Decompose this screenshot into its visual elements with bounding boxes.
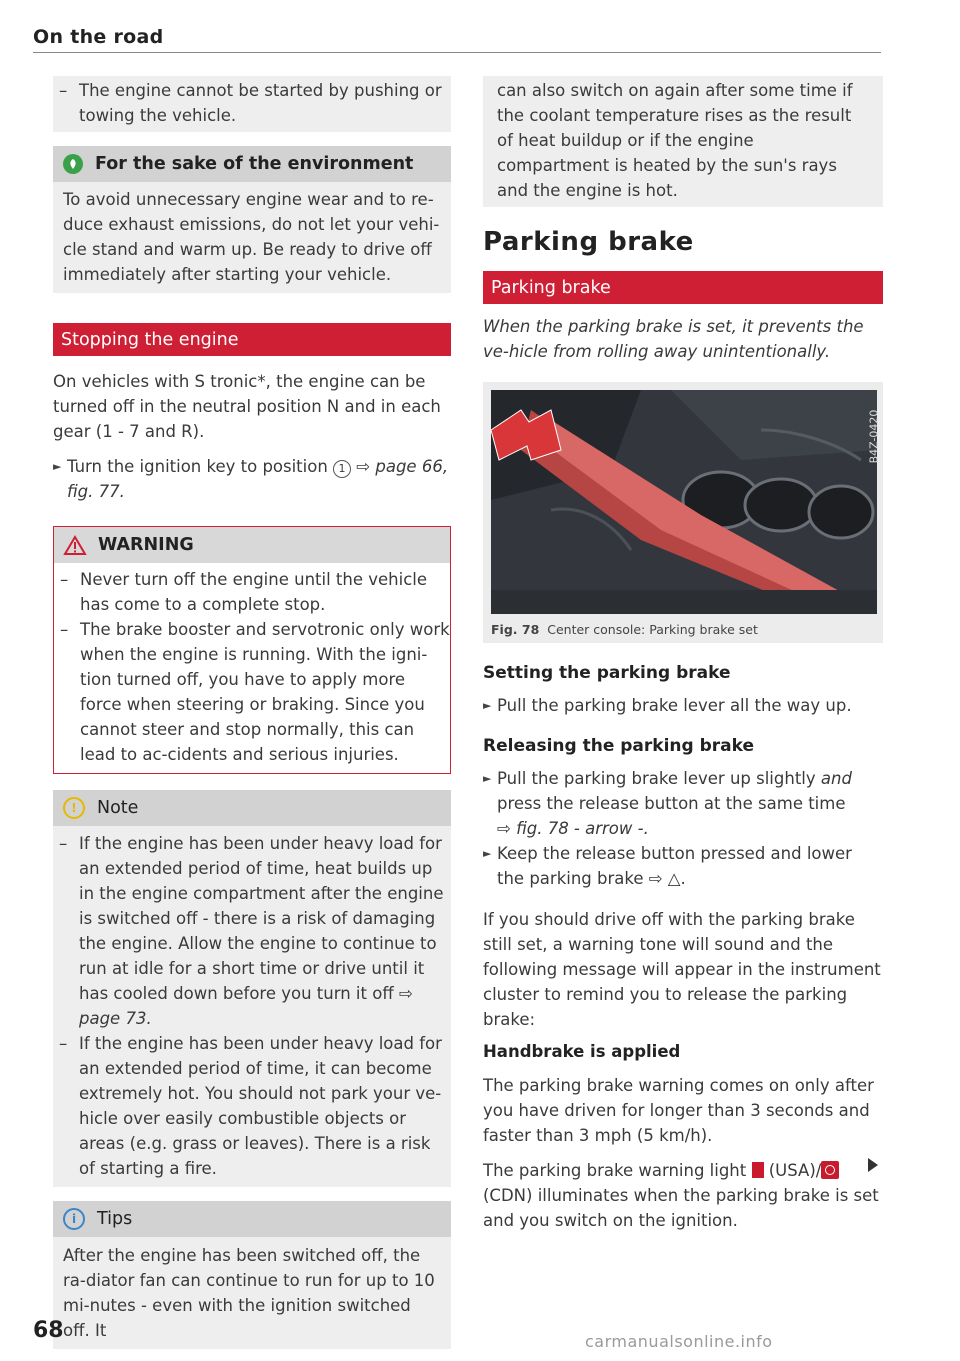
environment-body: To avoid unnecessary engine wear and to re-duce exhaust emissions, do not let your vehi-cle stand and warm up. Be ready to drive off immediately after starting your vehicle. [63,190,440,284]
page-ref-link[interactable]: ⇨ page 66, fig. 77. [67,457,449,501]
releasing-step-1: ► Pull the parking brake lever up slightly and press the release button at the same time ⇨ fig. 78 - arrow -. [483,766,883,841]
stopping-body: On vehicles with S tronic*, the engine can be turned off in the neutral position N and in each gear (1 - 7 and R). [53,372,441,441]
warning-title: WARNING [98,535,194,555]
environment-icon [63,154,83,174]
releasing-step-2: ► Keep the release button pressed and lower the parking brake ⇨ △. [483,844,852,888]
right-column [483,76,883,1233]
environment-box [53,146,451,293]
stopping-engine-heading: Stopping the engine [53,323,451,356]
note-icon: ! [63,797,85,819]
figure-code: B4Z-0420 [867,409,881,464]
brake-light-cdn-icon [821,1161,839,1179]
tips-title: Tips [97,1209,133,1229]
parking-brake-image [491,390,881,614]
figure-78 [483,382,883,643]
info-icon: i [63,1208,85,1230]
brake-light-usa-icon [752,1162,764,1178]
page-header-title: On the road [33,26,164,48]
ignition-position-symbol: 1 [333,460,351,478]
tips-body: After the engine has been switched off, the ra-diator fan can continue to run for up to 10 mi-nutes - even with the ignition switched off. It [63,1246,435,1340]
note-item-2: – If the engine has been under heavy load for an extended period of time, it can become extremely hot. You should not park your ve-hicle over easily combustible objects or areas (e.g. grass or leaves). There is a risk of starting a fire. [59,1034,442,1178]
releasing-heading: Releasing the parking brake [483,736,755,756]
drive-off-text: If you should drive off with the parking brake still set, a warning tone will sound and the following message will appear in the instrument cluster to remind you to release the parking brake: [483,910,881,1029]
note-box [53,790,451,1187]
lead-text: When the parking brake is set, it prevents the ve-hicle from rolling away unintentionally. [483,317,864,361]
environment-header [53,146,451,182]
intro-box [53,76,451,132]
note-item-1: – If the engine has been under heavy load for an extended period of time, heat builds up in the engine compartment after the engine is switched off - there is a risk of damaging the engine. Allow the engine to continue to run at idle for a short time or drive until it has cooled down before you turn it off ⇨ page 73. [59,834,444,1028]
fig-ref-link[interactable]: ⇨ fig. 78 - arrow -. [497,819,649,838]
stopping-step: ► Turn the ignition key to position 1 ⇨ page 66, fig. 77. [53,457,449,501]
tips-box [53,1201,451,1349]
left-column [53,76,451,1349]
message-heading: Handbrake is applied [483,1042,681,1061]
note-page-ref[interactable]: ⇨ page 73. [79,984,413,1028]
environment-title: For the sake of the environment [95,154,414,174]
header-rule [33,52,881,53]
warning-header [54,527,450,563]
warning-box [53,526,451,774]
intro-dash-item: – The engine cannot be started by pushing or towing the vehicle. [59,81,442,125]
continue-arrow-icon [868,1158,878,1172]
warning-light-text: The parking brake warning light (USA)/ (CDN) illuminates when the parking brake is set and you switch on the ignition. [483,1161,879,1230]
section-title: Parking brake [483,227,694,257]
warning-triangle-icon [64,536,86,555]
setting-step: ► Pull the parking brake lever all the way up. [483,696,852,715]
setting-heading: Setting the parking brake [483,663,731,683]
parking-brake-heading: Parking brake [483,271,883,304]
tips-continuation: can also switch on again after some time if the coolant temperature rises as the result of heat buildup or if the engine compartment is heated by the sun's rays and the engine is hot. [497,81,853,200]
watermark: carmanualsonline.info [585,1332,773,1351]
tips-header [53,1201,451,1237]
note-title: Note [97,798,139,818]
figure-caption: Fig. 78 Center console: Parking brake set [491,622,758,637]
warning-on-text: The parking brake warning comes on only after you have driven for longer than 3 seconds and faster than 3 mph (5 km/h). [483,1076,874,1145]
warning-item-2: – The brake booster and servotronic only work when the engine is running. With the igni-tion turned off, you have to apply more force when steering or braking. Since you cannot steer and stop normally, this can lead to ac-cidents and serious injuries. [60,620,450,764]
note-header [53,790,451,826]
warning-item-1: – Never turn off the engine until the vehicle has come to a complete stop. [60,570,427,614]
page-number: 68 [33,1318,64,1343]
